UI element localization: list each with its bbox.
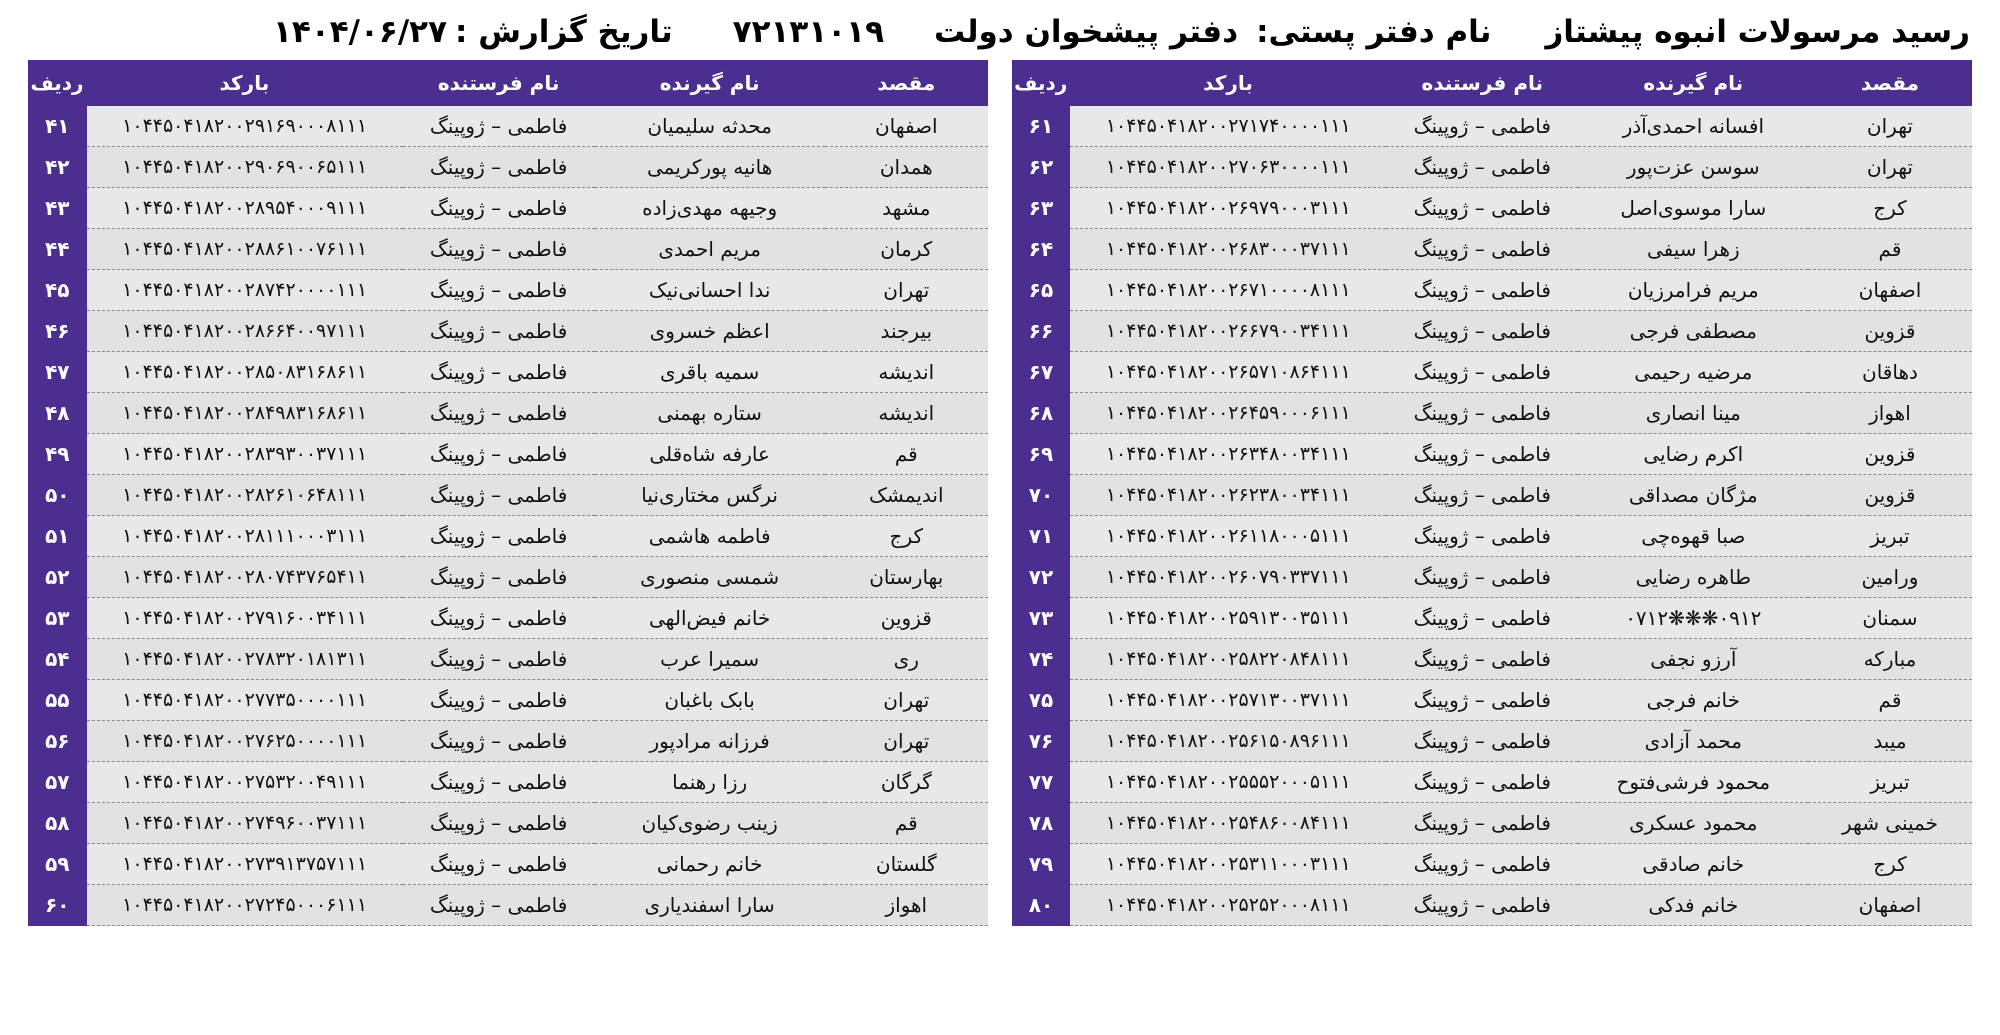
cell-sender: فاطمی – ژوپینگ [403,434,595,475]
cell-destination: سمنان [1808,598,1971,639]
report-header [0,0,2000,60]
cell-barcode: ۱۰۴۴۵۰۴۱۸۲۰۰۲۸۵۰۸۳۱۶۸۶۱۱ [86,352,403,393]
table-row [1012,434,1971,475]
cell-receiver: خانم رحمانی [595,844,825,885]
cell-row-number: ۴۶ [29,311,87,352]
cell-destination: کرج [1808,844,1971,885]
cell-sender: فاطمی – ژوپینگ [1386,311,1578,352]
cell-sender: فاطمی – ژوپینگ [403,721,595,762]
cell-barcode: ۱۰۴۴۵۰۴۱۸۲۰۰۲۸۷۴۲۰۰۰۰۱۱۱ [86,270,403,311]
cell-row-number: ۴۲ [29,147,87,188]
table-row [1012,188,1971,229]
page-title: رسید مرسولات انبوه پیشتاز [1545,14,1970,50]
cell-sender: فاطمی – ژوپینگ [1386,270,1578,311]
cell-receiver: محمد آزادی [1578,721,1808,762]
cell-sender: فاطمی – ژوپینگ [1386,639,1578,680]
cell-barcode: ۱۰۴۴۵۰۴۱۸۲۰۰۲۵۶۱۵۰۸۹۶۱۱۱ [1070,721,1387,762]
cell-row-number: ۶۳ [1012,188,1070,229]
cell-sender: فاطمی – ژوپینگ [403,803,595,844]
cell-destination: اصفهان [1808,270,1971,311]
cell-sender: فاطمی – ژوپینگ [403,844,595,885]
cell-receiver: فرزانه مرادپور [595,721,825,762]
cell-row-number: ۶۰ [29,885,87,926]
table-row [29,516,988,557]
cell-receiver: خانم فرجی [1578,680,1808,721]
cell-row-number: ۶۱ [1012,106,1070,147]
cell-receiver: سارا اسفندیاری [595,885,825,926]
cell-sender: فاطمی – ژوپینگ [403,188,595,229]
cell-row-number: ۴۳ [29,188,87,229]
cell-sender: فاطمی – ژوپینگ [403,557,595,598]
cell-destination: کرج [825,516,988,557]
cell-barcode: ۱۰۴۴۵۰۴۱۸۲۰۰۲۶۴۵۹۰۰۰۶۱۱۱ [1070,393,1387,434]
cell-row-number: ۵۰ [29,475,87,516]
cell-row-number: ۷۵ [1012,680,1070,721]
cell-row-number: ۷۶ [1012,721,1070,762]
cell-receiver: خانم فدکی [1578,885,1808,926]
table-row [1012,844,1971,885]
table-row [29,598,988,639]
table-row [29,475,988,516]
cell-sender: فاطمی – ژوپینگ [1386,475,1578,516]
table-row [1012,803,1971,844]
cell-destination: اهواز [1808,393,1971,434]
cell-barcode: ۱۰۴۴۵۰۴۱۸۲۰۰۲۸۹۵۴۰۰۰۹۱۱۱ [86,188,403,229]
cell-row-number: ۸۰ [1012,885,1070,926]
cell-receiver: هانیه پورکریمی [595,147,825,188]
cell-sender: فاطمی – ژوپینگ [1386,229,1578,270]
table-row [29,762,988,803]
cell-destination: قزوین [1808,311,1971,352]
cell-barcode: ۱۰۴۴۵۰۴۱۸۲۰۰۲۷۴۹۶۰۰۳۷۱۱۱ [86,803,403,844]
cell-destination: تبریز [1808,762,1971,803]
cell-destination: بهارستان [825,557,988,598]
table-row [29,885,988,926]
cell-receiver: ندا احسانی‌نیک [595,270,825,311]
cell-barcode: ۱۰۴۴۵۰۴۱۸۲۰۰۲۷۹۱۶۰۰۳۴۱۱۱ [86,598,403,639]
cell-receiver: محمود فرشی‌فتوح [1578,762,1808,803]
cell-row-number: ۴۵ [29,270,87,311]
cell-sender: فاطمی – ژوپینگ [1386,352,1578,393]
cell-destination: اصفهان [1808,885,1971,926]
cell-destination: خمینی شهر [1808,803,1971,844]
cell-sender: فاطمی – ژوپینگ [403,885,595,926]
cell-row-number: ۵۴ [29,639,87,680]
cell-destination: اصفهان [825,106,988,147]
cell-sender: فاطمی – ژوپینگ [403,352,595,393]
cell-sender: فاطمی – ژوپینگ [1386,393,1578,434]
cell-sender: فاطمی – ژوپینگ [403,270,595,311]
cell-row-number: ۷۷ [1012,762,1070,803]
cell-destination: گرگان [825,762,988,803]
table-row [1012,721,1971,762]
cell-sender: فاطمی – ژوپینگ [1386,434,1578,475]
column-header-sender: نام فرستنده [1386,61,1578,106]
office-value: دفتر پیشخوان دولت [934,14,1239,50]
cell-barcode: ۱۰۴۴۵۰۴۱۸۲۰۰۲۵۴۸۶۰۰۸۴۱۱۱ [1070,803,1387,844]
cell-row-number: ۷۹ [1012,844,1070,885]
cell-destination: قزوین [825,598,988,639]
cell-sender: فاطمی – ژوپینگ [403,516,595,557]
cell-destination: قم [825,803,988,844]
cell-barcode: ۱۰۴۴۵۰۴۱۸۲۰۰۲۷۸۳۲۰۱۸۱۳۱۱ [86,639,403,680]
cell-receiver: صبا قهوه‌چی [1578,516,1808,557]
cell-sender: فاطمی – ژوپینگ [1386,188,1578,229]
cell-receiver: زهرا سیفی [1578,229,1808,270]
table-row [29,311,988,352]
cell-row-number: ۶۷ [1012,352,1070,393]
cell-barcode: ۱۰۴۴۵۰۴۱۸۲۰۰۲۵۷۱۳۰۰۳۷۱۱۱ [1070,680,1387,721]
cell-receiver: عارفه شاه‌قلی [595,434,825,475]
cell-sender: فاطمی – ژوپینگ [1386,557,1578,598]
cell-destination: قزوین [1808,434,1971,475]
cell-row-number: ۶۶ [1012,311,1070,352]
cell-barcode: ۱۰۴۴۵۰۴۱۸۲۰۰۲۹۰۶۹۰۰۶۵۱۱۱ [86,147,403,188]
cell-barcode: ۱۰۴۴۵۰۴۱۸۲۰۰۲۸۰۷۴۳۷۶۵۴۱۱ [86,557,403,598]
cell-barcode: ۱۰۴۴۵۰۴۱۸۲۰۰۲۵۵۵۲۰۰۰۵۱۱۱ [1070,762,1387,803]
office-label: نام دفتر پستی: [1256,14,1492,50]
table-row [1012,557,1971,598]
cell-destination: تهران [825,721,988,762]
cell-barcode: ۱۰۴۴۵۰۴۱۸۲۰۰۲۵۸۲۲۰۸۴۸۱۱۱ [1070,639,1387,680]
cell-receiver: مژگان مصداقی [1578,475,1808,516]
cell-sender: فاطمی – ژوپینگ [1386,885,1578,926]
cell-barcode: ۱۰۴۴۵۰۴۱۸۲۰۰۲۶۹۷۹۰۰۰۳۱۱۱ [1070,188,1387,229]
cell-barcode: ۱۰۴۴۵۰۴۱۸۲۰۰۲۸۱۱۱۰۰۰۳۱۱۱ [86,516,403,557]
cell-receiver: مینا انصاری [1578,393,1808,434]
cell-destination: دهاقان [1808,352,1971,393]
cell-row-number: ۷۴ [1012,639,1070,680]
cell-row-number: ۶۲ [1012,147,1070,188]
cell-barcode: ۱۰۴۴۵۰۴۱۸۲۰۰۲۸۲۶۱۰۶۴۸۱۱۱ [86,475,403,516]
column-header-destination: مقصد [1808,61,1971,106]
table-row [29,639,988,680]
cell-destination: قزوین [1808,475,1971,516]
cell-receiver: ستاره بهمنی [595,393,825,434]
cell-destination: بیرجند [825,311,988,352]
table-row [1012,885,1971,926]
table-row [29,188,988,229]
cell-destination: اندیشه [825,393,988,434]
cell-destination: ورامین [1808,557,1971,598]
cell-barcode: ۱۰۴۴۵۰۴۱۸۲۰۰۲۸۳۹۳۰۰۳۷۱۱۱ [86,434,403,475]
cell-receiver: اکرم رضایی [1578,434,1808,475]
cell-receiver: نرگس مختاری‌نیا [595,475,825,516]
cell-receiver: زینب رضوی‌کیان [595,803,825,844]
table-row [1012,311,1971,352]
cell-destination: مشهد [825,188,988,229]
table-row [1012,106,1971,147]
column-header-row: ردیف [29,61,87,106]
cell-sender: فاطمی – ژوپینگ [1386,147,1578,188]
cell-barcode: ۱۰۴۴۵۰۴۱۸۲۰۰۲۶۵۷۱۰۸۶۴۱۱۱ [1070,352,1387,393]
cell-receiver: فاطمه هاشمی [595,516,825,557]
cell-row-number: ۷۰ [1012,475,1070,516]
cell-receiver: آرزو نجفی [1578,639,1808,680]
table-row [1012,229,1971,270]
table-row [29,147,988,188]
cell-barcode: ۱۰۴۴۵۰۴۱۸۲۰۰۲۸۶۶۴۰۰۹۷۱۱۱ [86,311,403,352]
cell-sender: فاطمی – ژوپینگ [403,475,595,516]
cell-sender: فاطمی – ژوپینگ [1386,680,1578,721]
tables-container [0,60,2000,926]
cell-row-number: ۵۸ [29,803,87,844]
table-row [29,803,988,844]
cell-barcode: ۱۰۴۴۵۰۴۱۸۲۰۰۲۸۴۹۸۳۱۶۸۶۱۱ [86,393,403,434]
cell-sender: فاطمی – ژوپینگ [403,147,595,188]
cell-destination: میبد [1808,721,1971,762]
table-row [1012,598,1971,639]
office-code: ۷۲۱۳۱۰۱۹ [732,14,885,50]
cell-barcode: ۱۰۴۴۵۰۴۱۸۲۰۰۲۵۳۱۱۰۰۰۳۱۱۱ [1070,844,1387,885]
cell-destination: قم [1808,229,1971,270]
cell-receiver: سوسن عزت‌پور [1578,147,1808,188]
table-row [1012,270,1971,311]
cell-row-number: ۶۴ [1012,229,1070,270]
cell-barcode: ۱۰۴۴۵۰۴۱۸۲۰۰۲۵۲۵۲۰۰۰۸۱۱۱ [1070,885,1387,926]
cell-destination: اندیشه [825,352,988,393]
cell-barcode: ۱۰۴۴۵۰۴۱۸۲۰۰۲۶۱۱۸۰۰۰۵۱۱۱ [1070,516,1387,557]
cell-barcode: ۱۰۴۴۵۰۴۱۸۲۰۰۲۶۶۷۹۰۰۳۴۱۱۱ [1070,311,1387,352]
report-date-label: تاریخ گزارش : [455,14,673,50]
cell-barcode: ۱۰۴۴۵۰۴۱۸۲۰۰۲۶۳۴۸۰۰۳۴۱۱۱ [1070,434,1387,475]
cell-receiver: وجیهه مهدی‌زاده [595,188,825,229]
cell-row-number: ۷۳ [1012,598,1070,639]
table-row [29,721,988,762]
cell-receiver: خانم صادقی [1578,844,1808,885]
cell-destination: تهران [1808,106,1971,147]
table-row [29,106,988,147]
cell-destination: تهران [825,270,988,311]
cell-destination: اهواز [825,885,988,926]
cell-receiver: سارا موسوی‌اصل [1578,188,1808,229]
parcels-table-right [28,60,988,926]
cell-row-number: ۵۲ [29,557,87,598]
cell-receiver: مریم احمدی [595,229,825,270]
cell-barcode: ۱۰۴۴۵۰۴۱۸۲۰۰۲۹۱۶۹۰۰۰۸۱۱۱ [86,106,403,147]
cell-barcode: ۱۰۴۴۵۰۴۱۸۲۰۰۲۶۲۳۸۰۰۳۴۱۱۱ [1070,475,1387,516]
cell-row-number: ۴۴ [29,229,87,270]
parcels-table-left [1012,60,1972,926]
cell-destination: ری [825,639,988,680]
cell-sender: فاطمی – ژوپینگ [1386,598,1578,639]
table-row [29,680,988,721]
table-row [1012,352,1971,393]
column-header-barcode: بارکد [1070,61,1387,106]
column-header-sender: نام فرستنده [403,61,595,106]
cell-barcode: ۱۰۴۴۵۰۴۱۸۲۰۰۲۶۰۷۹۰۳۳۷۱۱۱ [1070,557,1387,598]
cell-receiver: افسانه احمدی‌آذر [1578,106,1808,147]
table-header-row [29,61,988,106]
cell-barcode: ۱۰۴۴۵۰۴۱۸۲۰۰۲۷۳۹۱۳۷۵۷۱۱۱ [86,844,403,885]
cell-row-number: ۴۷ [29,352,87,393]
table-row [29,434,988,475]
table-row [29,229,988,270]
cell-destination: کرمان [825,229,988,270]
cell-sender: فاطمی – ژوپینگ [403,680,595,721]
cell-sender: فاطمی – ژوپینگ [1386,803,1578,844]
cell-barcode: ۱۰۴۴۵۰۴۱۸۲۰۰۲۷۷۳۵۰۰۰۰۱۱۱ [86,680,403,721]
cell-receiver: اعظم خسروی [595,311,825,352]
cell-destination: همدان [825,147,988,188]
cell-row-number: ۵۷ [29,762,87,803]
table-row [1012,762,1971,803]
cell-receiver: سمیه باقری [595,352,825,393]
cell-receiver: محمود عسکری [1578,803,1808,844]
cell-row-number: ۴۸ [29,393,87,434]
cell-destination: گلستان [825,844,988,885]
table-row [29,557,988,598]
cell-row-number: ۷۸ [1012,803,1070,844]
cell-row-number: ۶۸ [1012,393,1070,434]
cell-receiver: مریم فرامرزیان [1578,270,1808,311]
cell-row-number: ۴۱ [29,106,87,147]
cell-barcode: ۱۰۴۴۵۰۴۱۸۲۰۰۲۷۶۲۵۰۰۰۰۱۱۱ [86,721,403,762]
cell-barcode: ۱۰۴۴۵۰۴۱۸۲۰۰۲۷۵۳۲۰۰۴۹۱۱۱ [86,762,403,803]
cell-destination: اندیمشک [825,475,988,516]
cell-receiver: طاهره رضایی [1578,557,1808,598]
cell-barcode: ۱۰۴۴۵۰۴۱۸۲۰۰۲۷۰۶۳۰۰۰۰۱۱۱ [1070,147,1387,188]
cell-row-number: ۵۳ [29,598,87,639]
table-row [29,844,988,885]
cell-sender: فاطمی – ژوپینگ [1386,106,1578,147]
cell-receiver: محدثه سلیمیان [595,106,825,147]
cell-receiver: خانم فیض‌الهی [595,598,825,639]
cell-receiver: مرضیه رحیمی [1578,352,1808,393]
column-header-destination: مقصد [825,61,988,106]
table-row [29,352,988,393]
cell-destination: قم [1808,680,1971,721]
column-header-receiver: نام گیرنده [1578,61,1808,106]
table-row [1012,475,1971,516]
table-row [1012,147,1971,188]
cell-sender: فاطمی – ژوپینگ [403,393,595,434]
cell-sender: فاطمی – ژوپینگ [403,598,595,639]
report-date-value: ۱۴۰۴/۰۶/۲۷ [272,14,447,50]
cell-sender: فاطمی – ژوپینگ [1386,721,1578,762]
column-header-barcode: بارکد [86,61,403,106]
cell-sender: فاطمی – ژوپینگ [1386,762,1578,803]
cell-sender: فاطمی – ژوپینگ [403,311,595,352]
table-header-row [1012,61,1971,106]
cell-row-number: ۵۱ [29,516,87,557]
cell-row-number: ۶۵ [1012,270,1070,311]
cell-receiver: رزا رهنما [595,762,825,803]
left-table-wrapper [1012,60,1972,926]
cell-row-number: ۴۹ [29,434,87,475]
table-row [1012,393,1971,434]
column-header-receiver: نام گیرنده [595,61,825,106]
cell-sender: فاطمی – ژوپینگ [403,229,595,270]
cell-row-number: ۵۶ [29,721,87,762]
cell-destination: تهران [1808,147,1971,188]
cell-sender: فاطمی – ژوپینگ [403,762,595,803]
cell-receiver: سمیرا عرب [595,639,825,680]
cell-barcode: ۱۰۴۴۵۰۴۱۸۲۰۰۲۵۹۱۳۰۰۳۵۱۱۱ [1070,598,1387,639]
cell-destination: کرج [1808,188,1971,229]
cell-row-number: ۵۹ [29,844,87,885]
table-row [1012,516,1971,557]
cell-receiver: شمسی منصوری [595,557,825,598]
cell-row-number: ۷۲ [1012,557,1070,598]
cell-row-number: ۶۹ [1012,434,1070,475]
table-row [29,270,988,311]
column-header-row: ردیف [1012,61,1070,106]
table-row [1012,680,1971,721]
cell-receiver: ۰۹۱۲❋❋❋۰۷۱۲ [1578,598,1808,639]
cell-barcode: ۱۰۴۴۵۰۴۱۸۲۰۰۲۶۷۱۰۰۰۰۸۱۱۱ [1070,270,1387,311]
cell-destination: قم [825,434,988,475]
cell-barcode: ۱۰۴۴۵۰۴۱۸۲۰۰۲۷۱۷۴۰۰۰۰۱۱۱ [1070,106,1387,147]
cell-receiver: بابک باغبان [595,680,825,721]
cell-sender: فاطمی – ژوپینگ [1386,516,1578,557]
cell-barcode: ۱۰۴۴۵۰۴۱۸۲۰۰۲۶۸۳۰۰۰۳۷۱۱۱ [1070,229,1387,270]
table-row [29,393,988,434]
cell-barcode: ۱۰۴۴۵۰۴۱۸۲۰۰۲۷۲۴۵۰۰۰۶۱۱۱ [86,885,403,926]
cell-barcode: ۱۰۴۴۵۰۴۱۸۲۰۰۲۸۸۶۱۰۰۷۶۱۱۱ [86,229,403,270]
cell-destination: مبارکه [1808,639,1971,680]
cell-sender: فاطمی – ژوپینگ [1386,844,1578,885]
table-row [1012,639,1971,680]
cell-sender: فاطمی – ژوپینگ [403,106,595,147]
cell-row-number: ۷۱ [1012,516,1070,557]
cell-destination: تهران [825,680,988,721]
cell-row-number: ۵۵ [29,680,87,721]
cell-receiver: مصطفی فرجی [1578,311,1808,352]
cell-sender: فاطمی – ژوپینگ [403,639,595,680]
cell-destination: تبریز [1808,516,1971,557]
right-table-wrapper [28,60,988,926]
